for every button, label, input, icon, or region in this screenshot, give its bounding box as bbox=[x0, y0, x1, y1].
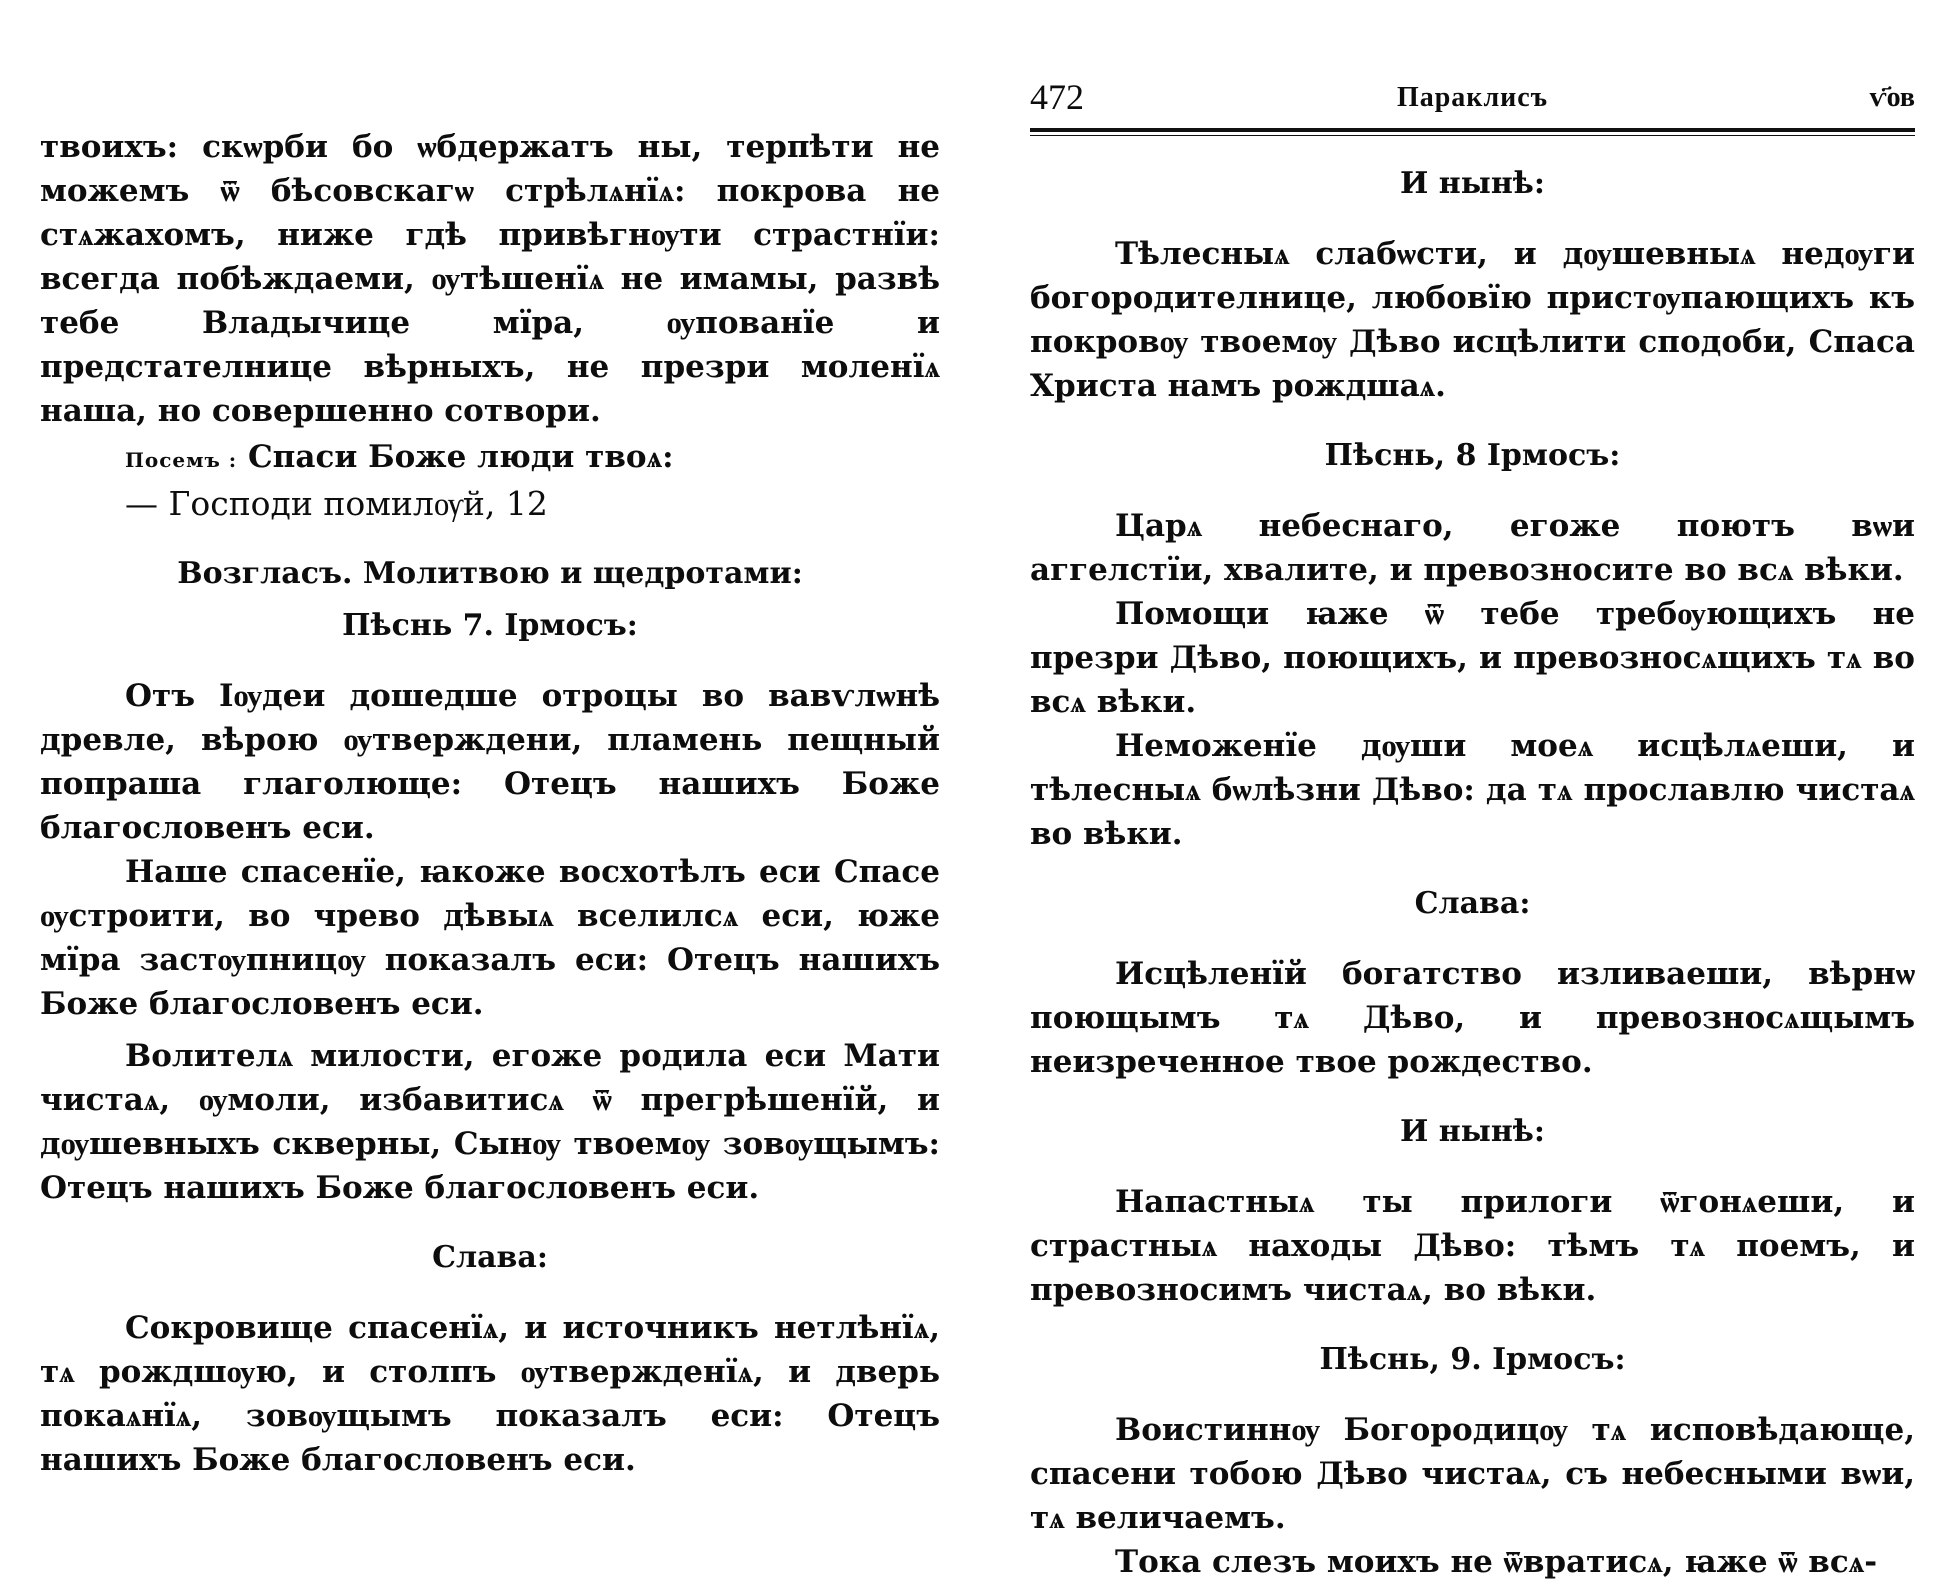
slava-heading: Слава: bbox=[432, 1240, 548, 1275]
troparion-napastnyya: Напастныѧ ты прилоги ѿгонѧеши, и страстныѧ находы Дѣво: тѣмъ тѧ поемъ, и превозносимъ чистаѧ, во вѣки. bbox=[1030, 1184, 1915, 1308]
gospodi-pomiluy-line: — Господи помилѹй, 12 bbox=[125, 484, 548, 523]
paragraph-continuation: твоихъ: скѡрби бо ѡбдержатъ ны, терпѣти не можемъ ѿ бѣсовскагѡ стрѣлѧнїѧ: покрова не стѧжахомъ, ниже гдѣ привѣгнѹти страстнїи: всегда побѣждаеми, ѹтѣшенїѧ не имамы, развѣ тебе Владычице мїра, ѹпованїе и предстателнице вѣрныхъ, не презри моленїѧ наша, но совершенно сотвори. bbox=[40, 129, 940, 429]
pesn-8-heading: Пѣснь, 8 Ірмосъ: bbox=[1324, 438, 1621, 473]
vozglas-heading: Возгласъ. Молитвою и щедротами: bbox=[177, 556, 803, 591]
troparion-voistinnu: Воистиннѹ Богородицѹ тѧ исповѣдающе, спасени тобою Дѣво чистаѧ, съ небесными вѡи, тѧ величаемъ. bbox=[1030, 1412, 1915, 1536]
i-nyne-heading-2: И нынѣ: bbox=[1400, 1114, 1545, 1149]
posem-line bbox=[40, 435, 940, 482]
pesn-9-heading: Пѣснь, 9. Ірмосъ: bbox=[1319, 1342, 1626, 1377]
troparion-nemozhenie: Неможенїе дѹши моеѧ исцѣлѧеши, и тѣлесныѧ бѡлѣзни Дѣво: да тѧ прославлю чистаѧ во вѣки. bbox=[1030, 728, 1915, 852]
i-nyne-heading-1: И нынѣ: bbox=[1400, 166, 1545, 201]
troparion-nashe-spasenie: Наше спасенїе, ꙗкоже восхотѣлъ еси Спасе ѹстроити, во чрево дѣвыѧ вселилсѧ еси, юже мїра застѹпницѹ показалъ еси: Отецъ нашихъ Боже благословенъ еси. bbox=[40, 854, 940, 1022]
troparion-pomoschi: Помощи ꙗже ѿ тебе требѹющихъ не презри Дѣво, поющихъ, и превозносѧщихъ тѧ во всѧ вѣки. bbox=[1030, 596, 1915, 720]
posem-text: Спаси Боже люди твоѧ: bbox=[248, 439, 674, 475]
troparion-istseleniy: Исцѣленїй богатство изливаеши, вѣрнѡ поющымъ тѧ Дѣво, и превозносѧщымъ неизреченное твое рождество. bbox=[1030, 956, 1915, 1080]
troparion-ot-iudei: Отъ Іѹдеи дошедше отроцы во вавѵлѡнѣ древле, вѣрою ѹтверждени, пламень пещный попраша глаголюще: Отецъ нашихъ Боже благословенъ еси. bbox=[40, 678, 940, 846]
slava-heading-right: Слава: bbox=[1414, 886, 1531, 921]
spacer bbox=[40, 1026, 940, 1034]
troparion-sokrovische: Сокровище спасенїѧ, и источникъ нетлѣнїѧ, тѧ рождшѹю, и столпъ ѹтвержденїѧ, и дверь покаѧнїѧ, зовѹщымъ показалъ еси: Отецъ нашихъ Боже благословенъ еси. bbox=[40, 1310, 940, 1478]
left-page bbox=[40, 125, 940, 1482]
header-rule bbox=[1030, 128, 1915, 136]
troparion-volitelya: Волителѧ милости, егоже родила еси Мати чистаѧ, ѹмоли, избавитисѧ ѿ прегрѣшенїй, и дѹшевныхъ скверны, Сынѹ твоемѹ зовѹщымъ: Отецъ нашихъ Боже благословенъ еси. bbox=[40, 1038, 940, 1206]
page-title: Параклисъ bbox=[1396, 82, 1549, 113]
troparion-telesnyya: Тѣлесныѧ слабѡсти, и дѹшевныѧ недѹги богородителнице, любовїю пристѹпающихъ къ покровѹ твоемѹ Дѣво исцѣлити сподоби, Спаса Христа намъ рождшаѧ. bbox=[1030, 236, 1915, 404]
troparion-tsarya: Царѧ небеснаго, егоже поютъ вѡи аггелстїи, хвалите, и превозносите во всѧ вѣки. bbox=[1030, 508, 1915, 588]
troparion-toka: Тока слезъ моихъ не ѿвратисѧ, ꙗже ѿ всѧ- bbox=[1115, 1544, 1878, 1580]
running-header bbox=[1030, 76, 1915, 128]
posem-label: Посемъ : bbox=[125, 448, 238, 472]
pesn-7-heading: Пѣснь 7. Ірмосъ: bbox=[342, 608, 638, 643]
page-number: 472 bbox=[1030, 77, 1084, 117]
right-page bbox=[1030, 76, 1915, 1584]
folio-number: ѵ҃ов bbox=[1869, 82, 1915, 113]
